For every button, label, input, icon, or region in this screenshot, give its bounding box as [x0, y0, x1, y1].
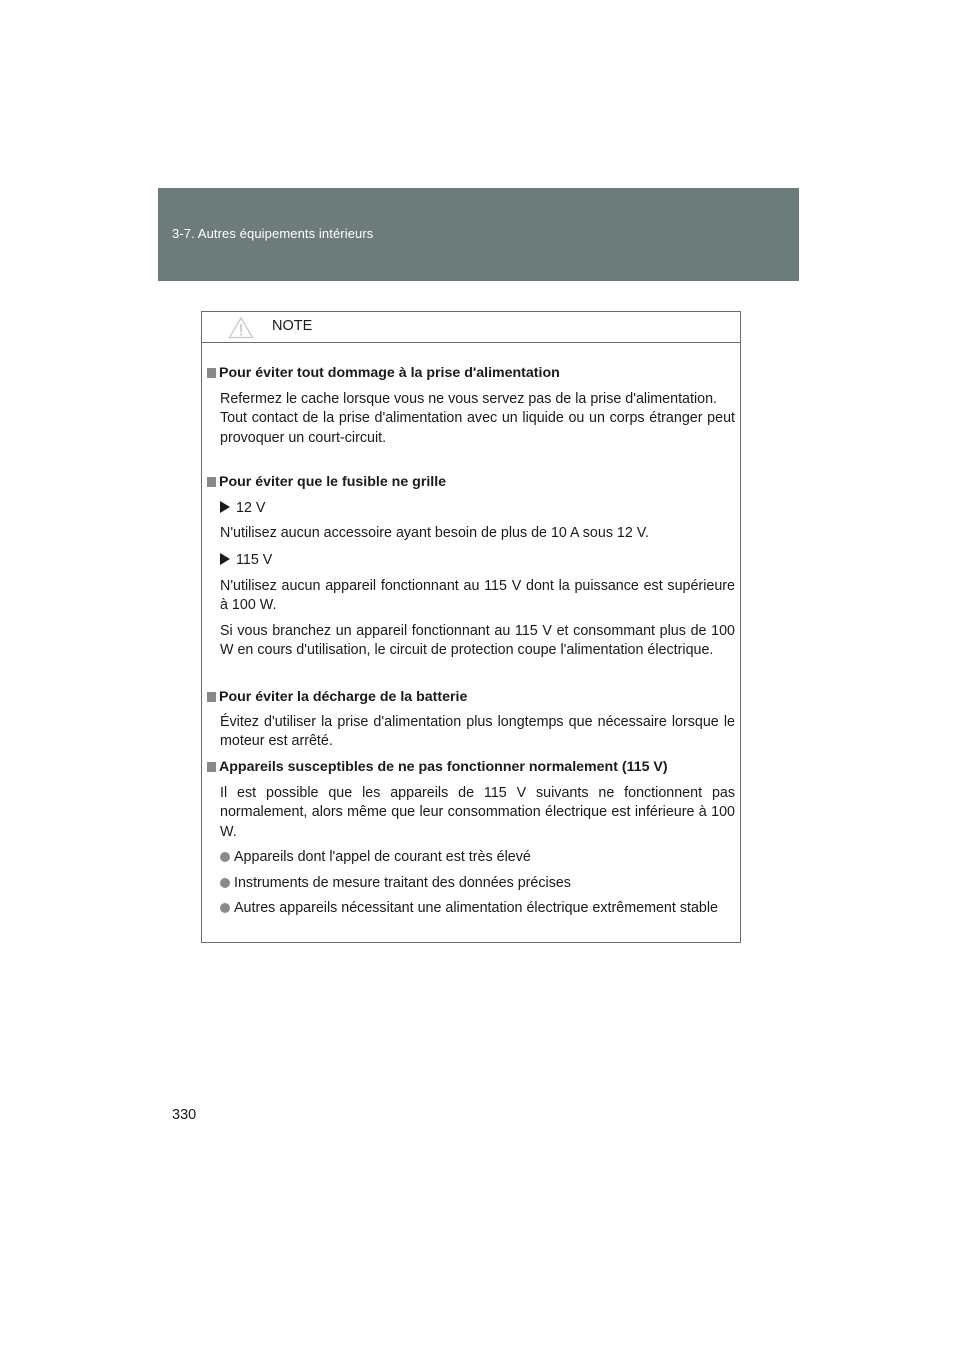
circle-bullet-icon	[220, 903, 230, 913]
bullet-1	[202, 848, 740, 867]
paragraph: Il est possible que les appareils de 115 V suivants ne fonctionnent pas normalement, alors même que leur consommation électrique est inférieure à 100 W.	[220, 785, 735, 840]
section-title: 3-7. Autres équipements intérieurs	[172, 226, 374, 241]
sub-115v	[202, 551, 740, 570]
sub-label: 115 V	[236, 552, 273, 568]
section-heading	[202, 758, 740, 777]
heading-text: Pour éviter la décharge de la batterie	[219, 689, 468, 705]
sub-115v-text2	[202, 622, 740, 661]
sub-115v-text1	[202, 577, 740, 616]
heading-text: Pour éviter que le fusible ne grille	[219, 474, 447, 490]
page-number: 330	[172, 1107, 197, 1123]
list-item	[202, 874, 740, 893]
heading-text: Appareils susceptibles de ne pas fonctionner normalement (115 V)	[219, 759, 668, 775]
sub-heading	[202, 551, 740, 570]
section-1-paragraphs	[202, 390, 740, 448]
bullet-2	[202, 874, 740, 893]
play-arrow-icon	[220, 501, 230, 513]
paragraph: Refermez le cache lorsque vous ne vous servez pas de la prise d'alimentation.	[220, 391, 718, 407]
heading-text: Pour éviter tout dommage à la prise d'alimentation	[219, 365, 560, 381]
list-item	[202, 848, 740, 867]
paragraph: Si vous branchez un appareil fonctionnant au 115 V et consommant plus de 100 W en cours d'utilisation, le circuit de protection coupe l'alimentation électrique.	[220, 623, 735, 659]
sub-12v-text	[202, 524, 740, 543]
list-item-text: Appareils dont l'appel de courant est très élevé	[234, 849, 531, 865]
section-4-text	[202, 784, 740, 842]
section-heading	[202, 473, 740, 492]
bullet-3	[202, 899, 740, 918]
note-section-1	[202, 364, 740, 383]
note-label: NOTE	[272, 318, 313, 334]
note-box	[201, 311, 741, 943]
paragraph: Évitez d'utiliser la prise d'alimentation plus longtemps que nécessaire lorsque le moteur est arrêté.	[220, 714, 735, 750]
square-bullet-icon	[207, 692, 216, 702]
square-bullet-icon	[207, 762, 216, 772]
list-item-text: Instruments de mesure traitant des données précises	[234, 875, 571, 891]
square-bullet-icon	[207, 477, 216, 487]
square-bullet-icon	[207, 368, 216, 378]
section-heading	[202, 364, 740, 383]
sub-12v	[202, 499, 740, 518]
section-3-text	[202, 713, 740, 752]
paragraph: N'utilisez aucun appareil fonctionnant au 115 V dont la puissance est supérieure à 100 W.	[220, 578, 735, 614]
sub-label: 12 V	[236, 500, 266, 516]
section-heading	[202, 688, 740, 707]
list-item	[202, 899, 740, 918]
sub-heading	[202, 499, 740, 518]
note-section-3	[202, 688, 740, 707]
note-section-4	[202, 758, 740, 777]
paragraph: N'utilisez aucun accessoire ayant besoin de plus de 10 A sous 12 V.	[220, 525, 650, 541]
warning-triangle-icon	[228, 316, 254, 339]
circle-bullet-icon	[220, 852, 230, 862]
note-header	[202, 312, 740, 343]
note-section-2	[202, 473, 740, 492]
list-item-text: Autres appareils nécessitant une alimentation électrique extrêmement stable	[234, 900, 718, 916]
circle-bullet-icon	[220, 878, 230, 888]
play-arrow-icon	[220, 553, 230, 565]
paragraph: Tout contact de la prise d'alimentation avec un liquide ou un corps étranger peut provoquer un court-circuit.	[220, 410, 735, 446]
